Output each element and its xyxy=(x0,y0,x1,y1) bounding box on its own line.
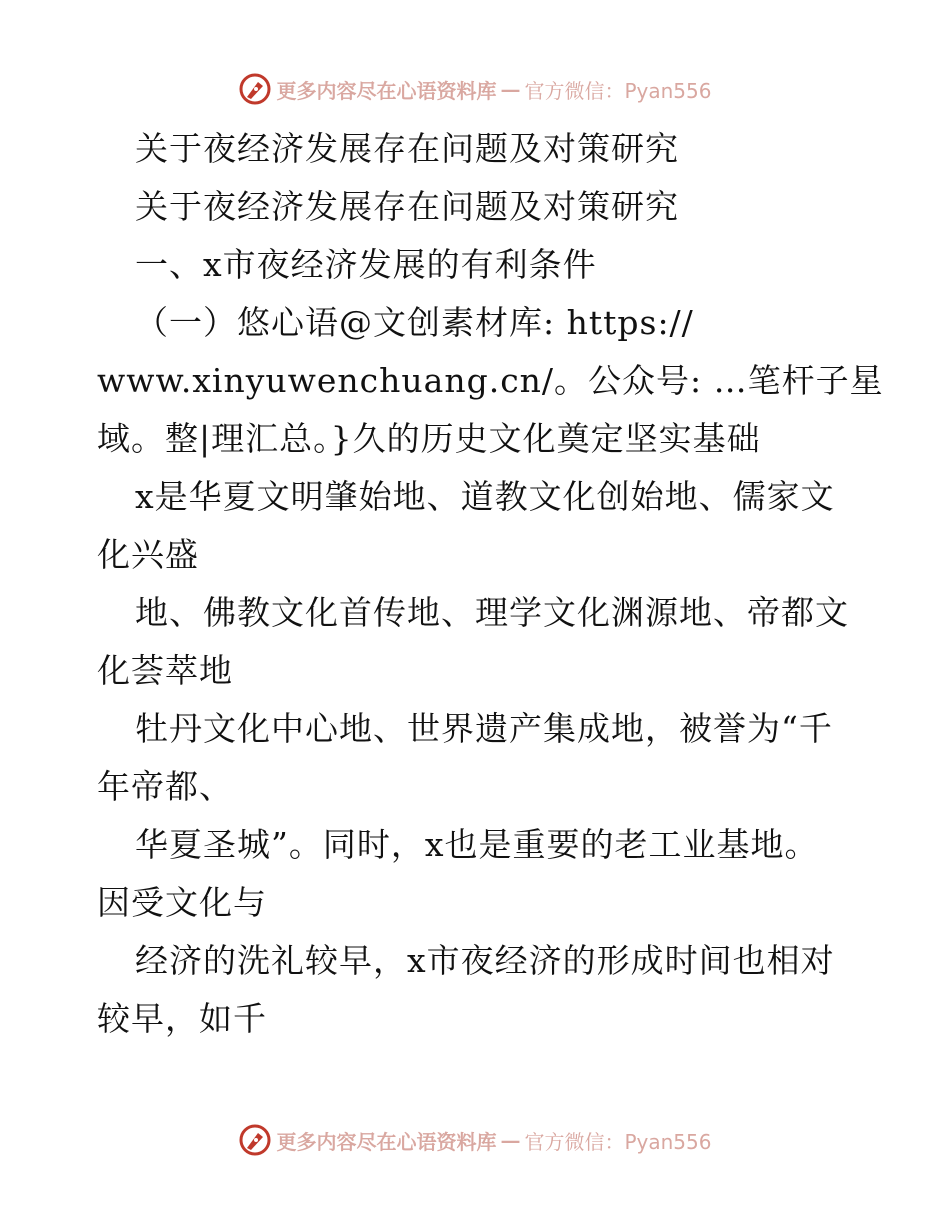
paragraph-line: （一）悠心语@文创素材库: https:// xyxy=(135,303,694,342)
paragraph-line: 较早，如千 xyxy=(97,999,267,1038)
watermark-text: 更多内容尽在心语资料库 xyxy=(276,1129,497,1154)
watermark-text: 更多内容尽在心语资料库 xyxy=(276,78,497,103)
watermark-wechat: 官方微信：Pyan556 xyxy=(524,78,712,103)
watermark-group xyxy=(238,1123,711,1157)
doc-title: 关于夜经济发展存在问题及对策研究 xyxy=(135,129,679,168)
paragraph-line: 化荟萃地 xyxy=(97,651,233,690)
paragraph-line: 因受文化与 xyxy=(97,883,267,922)
watermark-wechat: 官方微信：Pyan556 xyxy=(524,1129,712,1154)
paragraph-line: 域。整|理汇总。}久的历史文化奠定坚实基础 xyxy=(97,419,761,458)
doc-heading: 关于夜经济发展存在问题及对策研究 xyxy=(135,187,679,226)
watermark-group xyxy=(238,72,711,106)
paragraph-line: 华夏圣城”。同时，x也是重要的老工业基地。 xyxy=(135,825,819,864)
paragraph-line: 化兴盛 xyxy=(97,535,199,574)
section-heading: 一、x市夜经济发展的有利条件 xyxy=(135,245,597,284)
document-body xyxy=(97,120,884,1048)
paragraph-line: www.xinyuwenchuang.cn/。公众号: …笔杆子星 xyxy=(97,361,884,400)
footer-watermark-banner xyxy=(0,1120,950,1160)
header-watermark-banner xyxy=(0,69,950,109)
watermark-dash: — xyxy=(500,1128,521,1152)
pen-nib-logo-icon xyxy=(238,1123,272,1157)
paragraph-line: 年帝都、 xyxy=(97,767,233,806)
paragraph-line: 经济的洗礼较早，x市夜经济的形成时间也相对 xyxy=(135,941,835,980)
paragraph-line: 地、佛教文化首传地、理学文化渊源地、帝都文 xyxy=(135,593,849,632)
paragraph-line: x是华夏文明肇始地、道教文化创始地、儒家文 xyxy=(135,477,835,516)
pen-nib-logo-icon xyxy=(238,72,272,106)
watermark-dash: — xyxy=(500,77,521,101)
paragraph-line: 牡丹文化中心地、世界遗产集成地，被誉为“千 xyxy=(135,709,833,748)
